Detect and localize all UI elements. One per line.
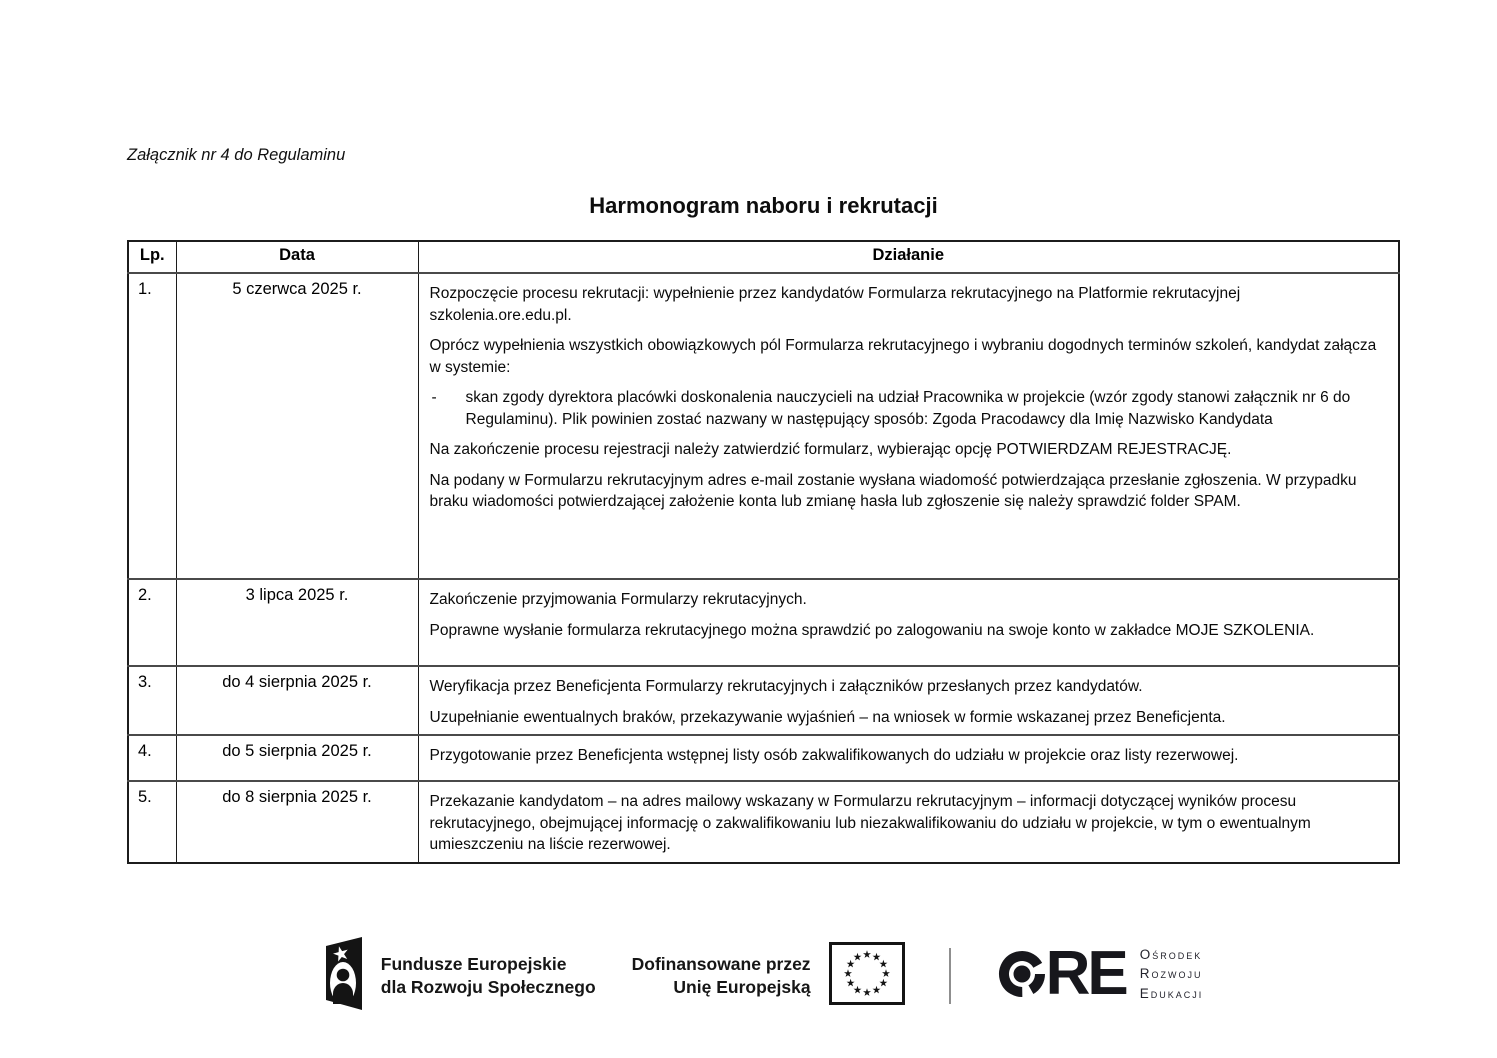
eu-funding-logo bbox=[632, 942, 905, 1010]
row-number-cell: 5. bbox=[128, 781, 176, 863]
fe-flag-icon bbox=[324, 934, 364, 1019]
table-row bbox=[128, 735, 1399, 781]
fe-logo-text bbox=[381, 953, 596, 999]
bullet-text: skan zgody dyrektora placówki doskonalenia nauczycieli na udział Pracownika w projekcie (wzór zgody stanowi załącznik nr 6 do Regulaminu). Plik powinien zostać nazwany w następujący sposób: Zgoda Pracodawcy dla Imię Nazwisko Kandydata bbox=[465, 389, 1351, 428]
column-header-lp: Lp. bbox=[128, 241, 176, 273]
recruitment-schedule-table bbox=[127, 240, 1400, 864]
row-number-cell: 2. bbox=[128, 579, 176, 666]
action-paragraph: Na zakończenie procesu rejestracji należy zatwierdzić formularz, wybierając opcję POTWIERDZAM REJESTRACJĘ. bbox=[429, 441, 1232, 458]
row-action-cell bbox=[418, 666, 1399, 735]
eu-funding-line1: Dofinansowane przez bbox=[631, 954, 811, 974]
row-number-cell: 3. bbox=[128, 666, 176, 735]
row-number-cell: 4. bbox=[128, 735, 176, 781]
row-action-cell bbox=[418, 579, 1399, 666]
funding-logos-footer bbox=[127, 924, 1400, 1028]
table-row bbox=[128, 666, 1399, 735]
row-action-cell bbox=[418, 735, 1399, 781]
footer-divider bbox=[949, 948, 951, 1004]
eu-funding-text bbox=[632, 953, 811, 999]
eu-funding-line2: Unię Europejską bbox=[673, 977, 811, 997]
row-number-cell: 1. bbox=[128, 273, 176, 579]
ore-org-line3: Edukacji bbox=[1139, 985, 1204, 1001]
fe-logo-line1: Fundusze Europejskie bbox=[380, 954, 567, 974]
action-paragraph: Weryfikacja przez Beneficjenta Formularzy rekrutacyjnych i załączników przesłanych przez kandydatów. bbox=[429, 678, 1143, 695]
ore-org-name bbox=[1140, 945, 1204, 1004]
row-date-cell: 5 czerwca 2025 r. bbox=[176, 273, 418, 579]
action-paragraph: Poprawne wysłanie formularza rekrutacyjnego można sprawdzić po zalogowaniu na swoje konto w zakładce MOJE SZKOLENIA. bbox=[429, 621, 1315, 639]
ore-org-line1: Ośrodek bbox=[1139, 946, 1203, 962]
table-row bbox=[128, 273, 1399, 579]
action-bullet-item bbox=[430, 387, 1385, 430]
attachment-note: Załącznik nr 4 do Regulaminu bbox=[127, 146, 346, 164]
table-row bbox=[128, 579, 1399, 666]
action-paragraph: Rozpoczęcie procesu rekrutacji: wypełnienie przez kandydatów Formularza rekrutacyjnego na Platformie rekrutacyjnej szkolenia.ore.edu.pl. bbox=[429, 285, 1241, 324]
fe-logo-line2: dla Rozwoju Społecznego bbox=[380, 977, 596, 997]
action-paragraph: Uzupełnianie ewentualnych braków, przekazywanie wyjaśnień – na wniosek w formie wskazanej przez Beneficjenta. bbox=[429, 708, 1226, 726]
fundusze-europejskie-logo bbox=[324, 934, 596, 1019]
table-header-row bbox=[128, 241, 1399, 273]
ore-o-symbol-icon bbox=[996, 948, 1048, 1005]
action-paragraph: Oprócz wypełnienia wszystkich obowiązkowych pól Formularza rekrutacyjnego i wybraniu dogodnych terminów szkoleń, kandydat załącza w systemie: bbox=[429, 337, 1377, 376]
column-header-date: Data bbox=[176, 241, 418, 273]
action-paragraph: Przygotowanie przez Beneficjenta wstępnej listy osób zakwalifikowanych do udziału w projekcie oraz listy rezerwowej. bbox=[429, 747, 1239, 764]
page-title: Harmonogram naboru i rekrutacji bbox=[589, 193, 938, 218]
row-date-cell: do 5 sierpnia 2025 r. bbox=[176, 735, 418, 781]
column-header-action: Działanie bbox=[418, 241, 1399, 273]
row-date-cell: 3 lipca 2025 r. bbox=[176, 579, 418, 666]
action-paragraph: Przekazanie kandydatom – na adres mailowy wskazany w Formularzu rekrutacyjnym – informacji dotyczącej wyników procesu rekrutacyjnego, obejmującej informację o zakwalifikowaniu lub niezakwalifikowaniu do udziału w projekcie, w tym o ewentualnym umieszczeniu na liście rezerwowej. bbox=[429, 793, 1311, 853]
ore-org-line2: Rozwoju bbox=[1139, 966, 1203, 982]
row-action-cell bbox=[418, 781, 1399, 863]
action-paragraph: Zakończenie przyjmowania Formularzy rekrutacyjnych. bbox=[429, 591, 807, 608]
row-date-cell: do 4 sierpnia 2025 r. bbox=[176, 666, 418, 735]
action-paragraph: Na podany w Formularzu rekrutacyjnym adres e-mail zostanie wysłana wiadomość potwierdzająca przesłanie zgłoszenia. W przypadku braku wiadomości potwierdzającej założenie konta lub zmianę hasła lub zgłoszenie się należy sprawdzić folder SPAM. bbox=[429, 471, 1357, 510]
ore-logo bbox=[996, 939, 1204, 1008]
bullet-dash: - bbox=[431, 389, 437, 406]
ore-letters: RE bbox=[1045, 939, 1126, 1008]
row-date-cell: do 8 sierpnia 2025 r. bbox=[176, 781, 418, 863]
row-action-cell bbox=[418, 273, 1399, 579]
eu-flag-icon bbox=[829, 942, 905, 1010]
table-row bbox=[128, 781, 1399, 863]
